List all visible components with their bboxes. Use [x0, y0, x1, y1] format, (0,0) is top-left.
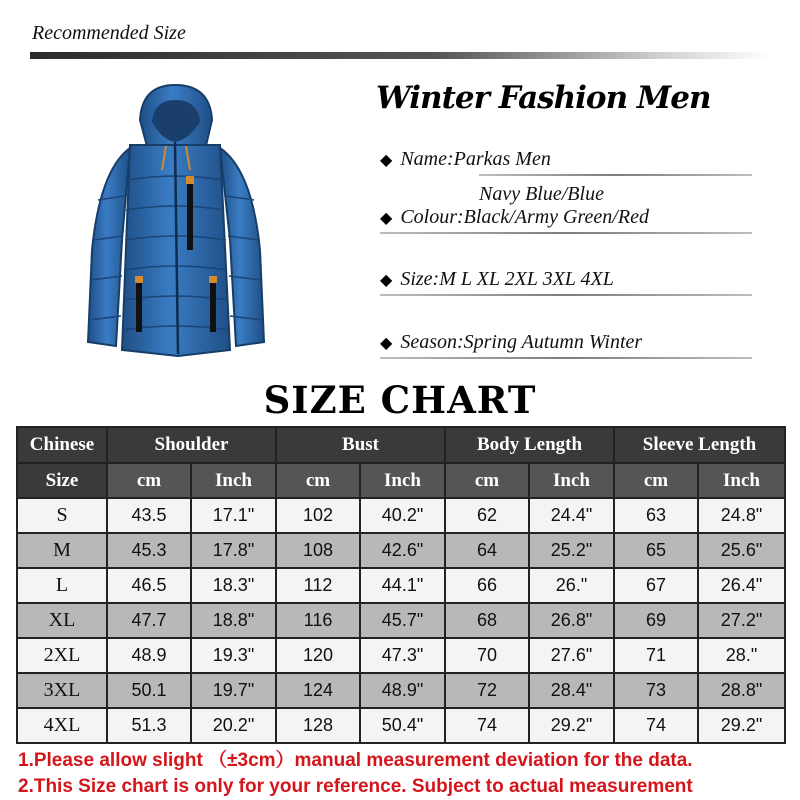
- size-chart-body: [17, 498, 785, 743]
- measurement-cell: 18.8": [191, 603, 276, 638]
- measurement-cell: 48.9: [107, 638, 191, 673]
- size-label-cell: 2XL: [17, 638, 107, 673]
- unit-cell: Inch: [191, 463, 276, 498]
- measurement-cell: 120: [276, 638, 360, 673]
- notes: [18, 748, 788, 800]
- table-row: [17, 603, 785, 638]
- measurement-cell: 17.8": [191, 533, 276, 568]
- measurement-cell: 40.2": [360, 498, 445, 533]
- table-row: [17, 638, 785, 673]
- spec-colour: [380, 182, 752, 234]
- measurement-cell: 128: [276, 708, 360, 743]
- measurement-cell: 26.4": [698, 568, 785, 603]
- measurement-cell: 27.6": [529, 638, 614, 673]
- measurement-cell: 66: [445, 568, 529, 603]
- unit-cell: cm: [276, 463, 360, 498]
- measurement-cell: 112: [276, 568, 360, 603]
- measurement-cell: 29.2": [529, 708, 614, 743]
- diamond-bullet-icon: ◆: [380, 334, 393, 352]
- diamond-bullet-icon: ◆: [380, 209, 393, 227]
- table-row: [17, 673, 785, 708]
- product-image: [70, 80, 280, 365]
- measurement-cell: 43.5: [107, 498, 191, 533]
- table-unit-row: [17, 463, 785, 498]
- measurement-cell: 68: [445, 603, 529, 638]
- unit-cell: cm: [445, 463, 529, 498]
- measurement-cell: 18.3": [191, 568, 276, 603]
- size-chart-table: [16, 426, 786, 744]
- measurement-cell: 28.4": [529, 673, 614, 708]
- measurement-cell: 28.8": [698, 673, 785, 708]
- measurement-cell: 45.7": [360, 603, 445, 638]
- spec-season-text: Season:Spring Autumn Winter: [400, 331, 643, 353]
- size-label-cell: 4XL: [17, 708, 107, 743]
- measurement-cell: 20.2": [191, 708, 276, 743]
- table-row: [17, 533, 785, 568]
- spec-divider: [380, 232, 752, 234]
- unit-cell: cm: [614, 463, 698, 498]
- measurement-cell: 29.2": [698, 708, 785, 743]
- measurement-cell: 116: [276, 603, 360, 638]
- spec-colour-line2: Colour:Black/Army Green/Red: [400, 206, 649, 228]
- spec-size-text: Size:M L XL 2XL 3XL 4XL: [400, 268, 614, 290]
- spec-season: [380, 331, 752, 359]
- spec-name-text: Name:Parkas Men: [400, 148, 551, 170]
- spec-divider: [479, 174, 752, 176]
- size-chart-title: SIZE CHART: [263, 378, 537, 422]
- measurement-cell: 50.4": [360, 708, 445, 743]
- measurement-cell: 26.": [529, 568, 614, 603]
- product-title: Winter Fashion Men: [376, 80, 711, 116]
- unit-cell: Inch: [360, 463, 445, 498]
- table-header-row: [17, 427, 785, 463]
- page-header-title: Recommended Size: [32, 22, 186, 44]
- measurement-cell: 73: [614, 673, 698, 708]
- measurement-cell: 45.3: [107, 533, 191, 568]
- measurement-cell: 67: [614, 568, 698, 603]
- note-line: 1.Please allow slight （±3cm）manual measurement deviation for the data.: [18, 750, 693, 771]
- measurement-cell: 46.5: [107, 568, 191, 603]
- measurement-cell: 71: [614, 638, 698, 673]
- measurement-cell: 47.7: [107, 603, 191, 638]
- table-row: [17, 708, 785, 743]
- header-sleeve-length: Sleeve Length: [614, 427, 785, 463]
- measurement-cell: 64: [445, 533, 529, 568]
- measurement-cell: 70: [445, 638, 529, 673]
- measurement-cell: 48.9": [360, 673, 445, 708]
- measurement-cell: 47.3": [360, 638, 445, 673]
- measurement-cell: 19.3": [191, 638, 276, 673]
- measurement-cell: 24.4": [529, 498, 614, 533]
- measurement-cell: 63: [614, 498, 698, 533]
- measurement-cell: 17.1": [191, 498, 276, 533]
- spec-divider: [380, 294, 752, 296]
- measurement-cell: 51.3: [107, 708, 191, 743]
- measurement-cell: 124: [276, 673, 360, 708]
- measurement-cell: 19.7": [191, 673, 276, 708]
- jacket-illustration: [70, 80, 280, 365]
- table-row: [17, 568, 785, 603]
- measurement-cell: 69: [614, 603, 698, 638]
- measurement-cell: 65: [614, 533, 698, 568]
- measurement-cell: 26.8": [529, 603, 614, 638]
- measurement-cell: 24.8": [698, 498, 785, 533]
- measurement-cell: 27.2": [698, 603, 785, 638]
- diamond-bullet-icon: ◆: [380, 151, 393, 169]
- note-line: 2.This Size chart is only for your reference. Subject to actual measurement: [18, 776, 693, 797]
- spec-colour-line1: Navy Blue/Blue: [479, 183, 604, 205]
- measurement-cell: 102: [276, 498, 360, 533]
- measurement-cell: 44.1": [360, 568, 445, 603]
- measurement-cell: 25.6": [698, 533, 785, 568]
- header-bust: Bust: [276, 427, 445, 463]
- size-label-cell: XL: [17, 603, 107, 638]
- header-body-length: Body Length: [445, 427, 614, 463]
- measurement-cell: 28.": [698, 638, 785, 673]
- header-divider: [30, 52, 770, 59]
- unit-cell: Inch: [529, 463, 614, 498]
- size-label-cell: L: [17, 568, 107, 603]
- measurement-cell: 74: [614, 708, 698, 743]
- measurement-cell: 108: [276, 533, 360, 568]
- spec-divider: [380, 357, 752, 359]
- measurement-cell: 72: [445, 673, 529, 708]
- measurement-cell: 25.2": [529, 533, 614, 568]
- measurement-cell: 62: [445, 498, 529, 533]
- measurement-cell: 74: [445, 708, 529, 743]
- size-label-cell: M: [17, 533, 107, 568]
- unit-cell: Inch: [698, 463, 785, 498]
- measurement-cell: 50.1: [107, 673, 191, 708]
- table-row: [17, 498, 785, 533]
- unit-cell: cm: [107, 463, 191, 498]
- measurement-cell: 42.6": [360, 533, 445, 568]
- size-label-cell: 3XL: [17, 673, 107, 708]
- header-size-top: Chinese: [17, 427, 107, 463]
- diamond-bullet-icon: ◆: [380, 271, 393, 289]
- header-size-bottom: Size: [17, 463, 107, 498]
- spec-size: [380, 268, 752, 296]
- size-label-cell: S: [17, 498, 107, 533]
- spec-name: [380, 148, 752, 176]
- header-shoulder: Shoulder: [107, 427, 276, 463]
